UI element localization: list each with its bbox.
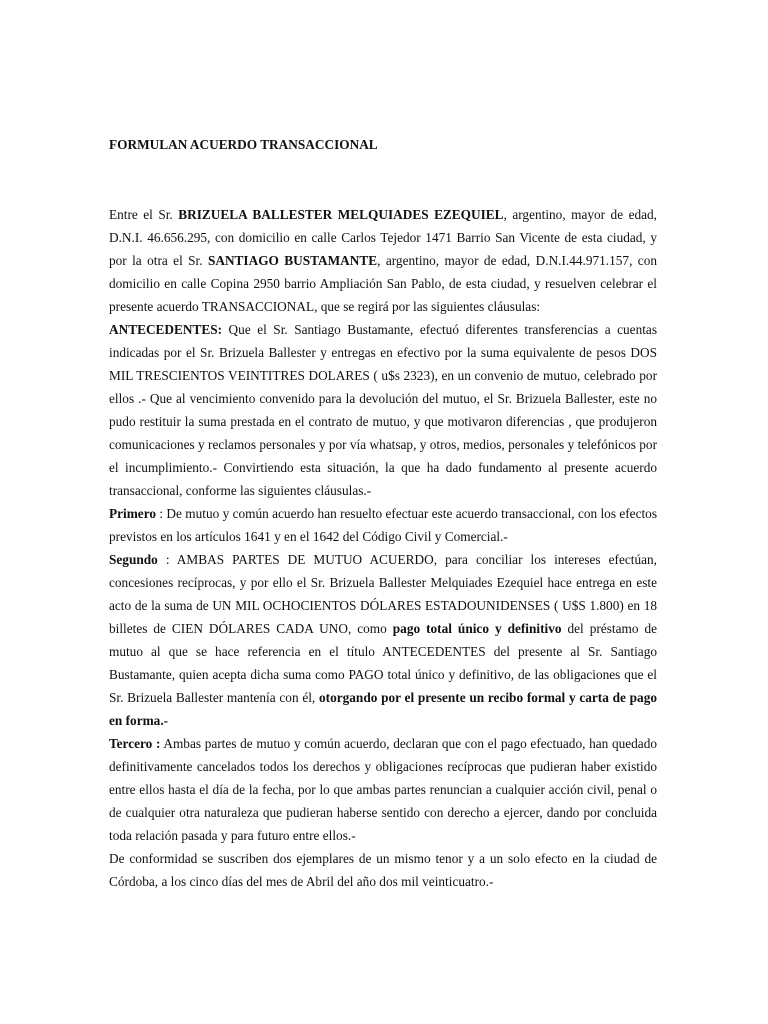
antecedentes-label: ANTECEDENTES: [109,322,223,337]
primero-label: Primero [109,506,157,521]
document-title: FORMULAN ACUERDO TRANSACCIONAL [109,137,378,152]
primero-text: : De mutuo y común acuerdo han resuelto efectuar este acuerdo transaccional, con los efectos previstos en los artículos 1641 y en el 1642 del Código Civil y Comercial.- [109,506,657,544]
intro-text-2: , argentino, mayor de edad, D.N.I. 46.656.295, con domicilio en calle Carlos Tejedor 1471 Barrio San Vicente de esta ciudad, y por la otra el Sr. [109,207,658,268]
antecedentes-text: Que el Sr. Santiago Bustamante, efectuó diferentes transferencias a cuentas indicadas por el Sr. Brizuela Ballester y entregas en efectivo por la suma equivalente de pesos DOS MIL TRESCIENTOS VEINTITRES DOLARES ( u$s 2323), en un convenio de mutuo, celebrado por ellos .- Que al vencimiento convenido para la devolución del mutuo, el Sr. Brizuela Ballester, este no pudo restituir la suma prestada en el contrato de mutuo, y que motivaron diferencias , que produjeron comunicaciones y reclamos personales y por vía whatsap, y otros, medios, personales y telefónicos por el incumplimiento.- Convirtiendo esta situación, la que ha dado fundamento al presente acuerdo transaccional, conforme las siguientes cláusulas.- [109,322,657,498]
antecedentes-paragraph [109,318,657,502]
party-1-name: BRIZUELA BALLESTER MELQUIADES EZEQUIEL [178,207,504,222]
document-body [109,203,657,893]
tercero-text: Ambas partes de mutuo y común acuerdo, declaran que con el pago efectuado, han quedado definitivamente cancelados todos los derechos y obligaciones recíprocas que pudieran haber existido entre ellos hasta el día de la fecha, por lo que ambas partes renuncian a cualquier acción civil, penal o de cualquier otra naturaleza que pudieran haberse sentido con derecho a ejercer, dando por concluida toda relación pasada y para futuro entre ellos.- [109,736,657,843]
segundo-bold-1: pago total único y definitivo [392,621,562,636]
tercero-label: Tercero : [109,736,161,751]
intro-text-3: , argentino, mayor de edad, D.N.I.44.971.157, con domicilio en calle Copina 2950 barrio Ampliación San Pablo, de esta ciudad, y resuelven celebrar el presente acuerdo TRANSACCIONAL, que se regirá por las siguientes cláusulas: [109,253,657,314]
intro-paragraph [109,203,657,318]
clause-tercero [109,732,657,847]
party-2-name: SANTIAGO BUSTAMANTE [207,253,378,268]
segundo-label: Segundo [109,552,158,567]
closing-paragraph: De conformidad se suscriben dos ejemplares de un mismo tenor y a un solo efecto en la ciudad de Córdoba, a los cinco días del mes de Abril del año dos mil veinticuatro.- [109,851,657,889]
segundo-bold-2: otorgando por el presente un recibo formal y carta de pago en forma.- [109,690,658,728]
clause-primero [109,502,657,548]
intro-text-1: Entre el Sr. [109,207,179,222]
clause-segundo [109,548,657,732]
segundo-text-1: : AMBAS PARTES DE MUTUO ACUERDO, para conciliar los intereses efectúan, concesiones recíprocas, y por ello el Sr. Brizuela Ballester Melquiades Ezequiel hace entrega en este acto de la suma de UN MIL OCHOCIENTOS DÓLARES ESTADOUNIDENSES ( U$S 1.800) en 18 billetes de CIEN DÓLARES CADA UNO, como [109,552,657,636]
segundo-text-2: del préstamo de mutuo al que se hace referencia en el título ANTECEDENTES del presente al Sr. Santiago Bustamante, quien acepta dicha suma como PAGO total único y definitivo, de las obligaciones que el Sr. Brizuela Ballester mantenía con él, [109,621,657,705]
